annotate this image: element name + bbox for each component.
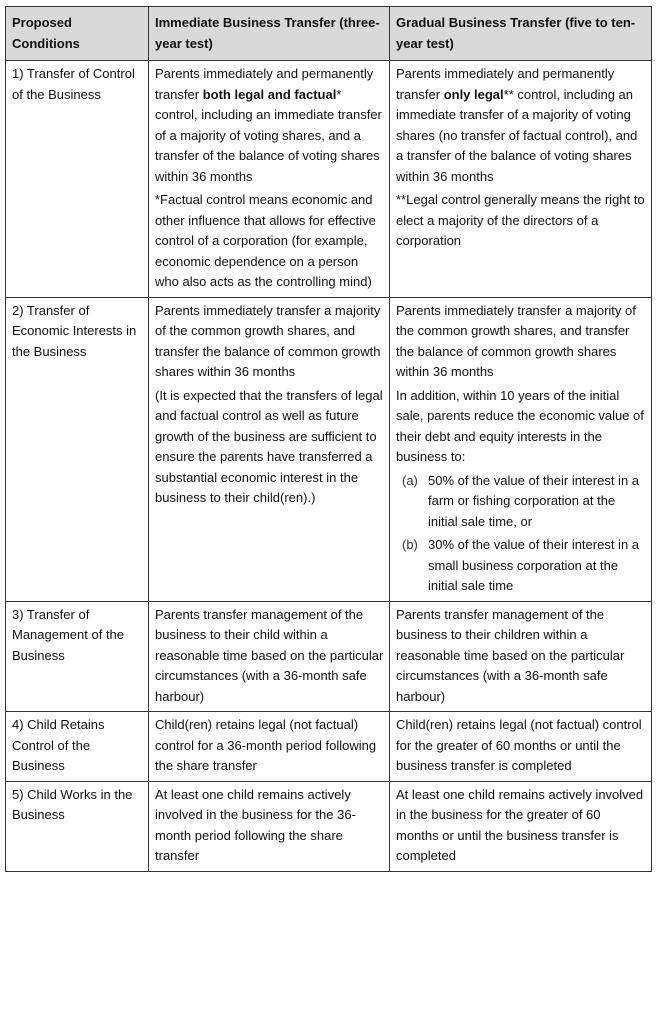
gradual-addition: In addition, within 10 years of the initial sale, parents reduce the economic value of their debt and equity interests in the business to: xyxy=(396,387,644,464)
header-row xyxy=(6,7,652,61)
conditions-table xyxy=(5,6,652,872)
immediate-cell: Child(ren) retains legal (not factual) control for a 36-month period following the share transfer xyxy=(149,712,390,782)
immediate-cell xyxy=(149,61,390,298)
gradual-cell xyxy=(390,297,652,601)
immediate-cell xyxy=(149,297,390,601)
condition-cell: 4) Child Retains Control of the Business xyxy=(6,712,149,782)
gradual-text: Parents immediately and permanently transfer only legal** control, including an immediate transfer of a majority of voting shares (no transfer of factual control), and a transfer of the balance of voting shares within 36 months xyxy=(396,66,638,184)
table-row xyxy=(6,61,652,298)
list-item-text: 50% of the value of their interest in a farm or fishing corporation at the initial sale time, or xyxy=(428,472,640,529)
immediate-note: (It is expected that the transfers of legal and factual control as well as future growth of the business are sufficient to ensure the parents have transferred a substantial economic interest in the business to their child(ren).) xyxy=(155,387,383,505)
immediate-footnote: *Factual control means economic and other influence that allows for effective control of a corporation (for example, economic dependence on a person who also acts as the controlling mind) xyxy=(155,192,376,289)
table-row xyxy=(6,712,652,782)
immediate-text: Parents immediately transfer a majority of the common growth shares, and transfer the balance of common growth shares within 36 months xyxy=(155,302,381,379)
immediate-cell: At least one child remains actively involved in the business for the 36-month period following the share transfer xyxy=(149,781,390,871)
condition-cell: 1) Transfer of Control of the Business xyxy=(6,61,149,298)
list-item xyxy=(396,535,646,597)
gradual-cell: Parents transfer management of the business to their children within a reasonable time based on the particular circumstances (with a 36-month safe harbour) xyxy=(390,601,652,712)
condition-cell: 2) Transfer of Economic Interests in the Business xyxy=(6,297,149,601)
immediate-cell: Parents transfer management of the business to their child within a reasonable time based on the particular circumstances (with a 36-month safe harbour) xyxy=(149,601,390,712)
table-row xyxy=(6,781,652,871)
condition-cell: 5) Child Works in the Business xyxy=(6,781,149,871)
immediate-text: Parents immediately and permanently transfer both legal and factual* control, including an immediate transfer of a majority of voting shares, and a transfer of the balance of voting shares within 36 months xyxy=(155,66,382,184)
list-item-label: (b) xyxy=(402,537,418,552)
list-item xyxy=(396,471,646,533)
gradual-cell: At least one child remains actively involved in the business for the greater of 60 months or until the business transfer is completed xyxy=(390,781,652,871)
header-gradual-transfer: Gradual Business Transfer (five to ten-year test) xyxy=(390,7,652,61)
table-row xyxy=(6,297,652,601)
header-immediate-transfer: Immediate Business Transfer (three-year test) xyxy=(149,7,390,61)
list-item-label: (a) xyxy=(402,472,418,488)
gradual-text: Parents immediately transfer a majority of the common growth shares, and transfer the balance of common growth shares within 36 months xyxy=(396,302,636,379)
gradual-footnote: **Legal control generally means the right to elect a majority of the directors of a corporation xyxy=(396,192,645,248)
list-item-text: 30% of the value of their interest in a small business corporation at the initial sale time xyxy=(428,537,640,593)
table-row xyxy=(6,601,652,712)
header-proposed-conditions: Proposed Conditions xyxy=(6,7,149,61)
gradual-cell: Child(ren) retains legal (not factual) control for the greater of 60 months or until the business transfer is completed xyxy=(390,712,652,782)
gradual-cell xyxy=(390,61,652,298)
condition-cell: 3) Transfer of Management of the Business xyxy=(6,601,149,712)
